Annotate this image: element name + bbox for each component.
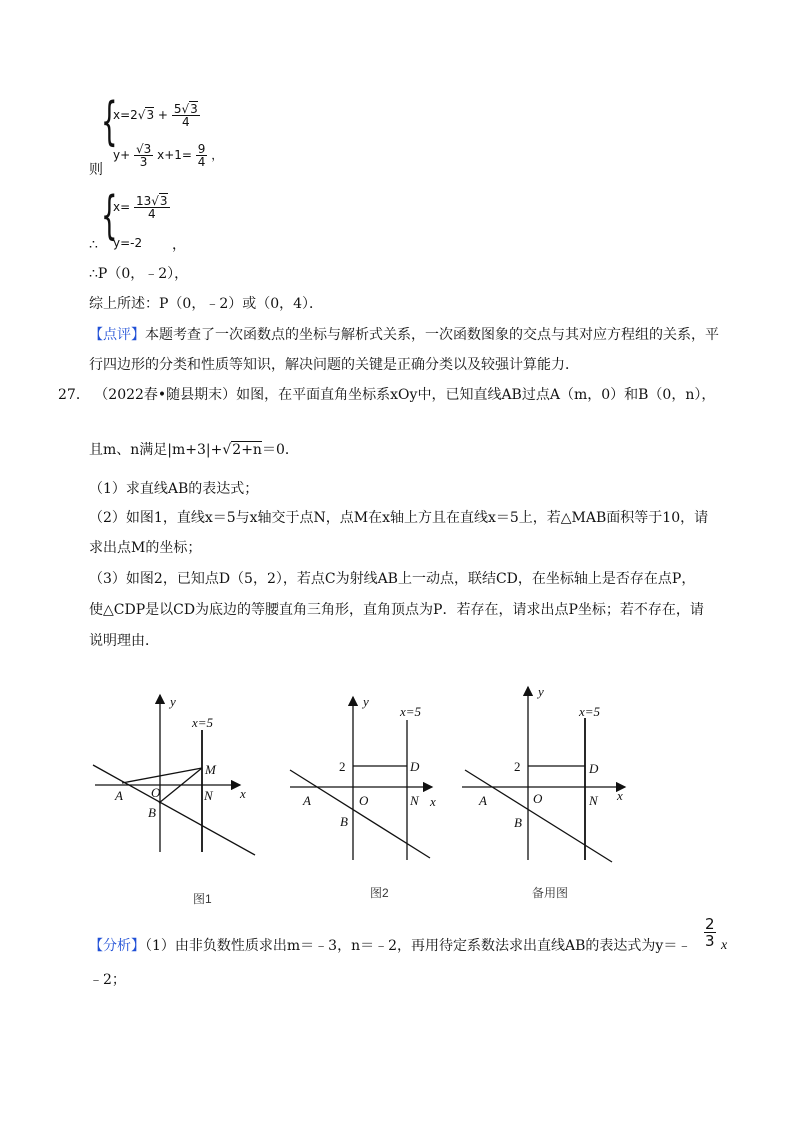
fig3-label-x5: x=5 <box>579 704 601 719</box>
line-p: ∴P（0，﹣2）， <box>89 266 189 282</box>
fig1-segment-am <box>122 768 202 783</box>
eq2-rhs-fraction: $\frac{9}{4}$ <box>197 142 206 169</box>
analysis-line-2: ﹣2； <box>89 972 126 988</box>
fig3-label-a: A <box>479 793 487 808</box>
fig1-line-ab <box>93 765 255 855</box>
fig2-label-n: N <box>410 793 419 808</box>
system1-eq2 <box>113 143 223 168</box>
eq1-fraction: $\frac{5√3}{4}$ <box>173 102 198 129</box>
fig2-label-o: O <box>359 793 369 808</box>
analysis-fraction: 2 3 <box>705 915 715 950</box>
problem-number: 27． <box>58 387 90 403</box>
question-3b: 使△CDP是以CD为底边的等腰直角三角形，直角顶点为P．若存在，请求出点P坐标；若不存在，请 <box>89 602 704 618</box>
fig3-label-x: x <box>617 788 623 803</box>
fig2-line-ab <box>290 770 430 858</box>
fig3-label-b: B <box>514 815 522 830</box>
summary-line: 综上所述：P（0，﹣2）或（0，4）． <box>89 296 324 312</box>
sqrt-expression: 2+n <box>232 442 262 458</box>
fig1-label-x5: x=5 <box>192 715 214 730</box>
fig2-label-2: 2 <box>339 759 346 774</box>
fig1-caption: 图1 <box>193 892 212 906</box>
review-line-1: 【点评】本题考查了一次函数点的坐标与解析式关系，一次函数图象的交点与其对应方程组的关系，平 <box>89 327 719 343</box>
problem-line-2: 且m、n满足|m+3|+√2+n＝0． <box>89 442 299 458</box>
fig1-segment-bm <box>159 768 202 803</box>
fig3-label-y: y <box>538 684 544 699</box>
fig2-label-d: D <box>410 759 420 774</box>
question-1: （1）求直线AB的表达式； <box>89 481 259 497</box>
fig2-label-x5: x=5 <box>400 704 422 719</box>
fig2-caption: 图2 <box>370 886 389 900</box>
eq1-root: 3 <box>146 108 155 122</box>
fig1-label-y: y <box>170 694 176 709</box>
fig3-caption: 备用图 <box>532 886 569 900</box>
analysis-tail: x <box>721 938 728 953</box>
fig1-label-o: O <box>151 785 161 800</box>
fig3-label-2: 2 <box>514 759 521 774</box>
fig2-label-y: y <box>363 694 369 709</box>
fig3-label-n: N <box>589 793 598 808</box>
fig1-label-n: N <box>204 788 213 803</box>
fig1-labels <box>114 694 246 820</box>
system2-eq1: x= $\frac{13√3}{4}$ <box>113 194 168 221</box>
brace-2: { <box>101 186 118 246</box>
review-tag: 【点评】 <box>89 327 145 343</box>
analysis-tag: 【分析】 <box>89 938 145 954</box>
question-3c: 说明理由． <box>89 633 159 649</box>
fig3-line-ab <box>465 770 612 862</box>
eq1-lhs: x=2 <box>113 108 138 122</box>
fig3-label-o: O <box>533 791 543 806</box>
brace-1: { <box>101 92 118 152</box>
figure-1 <box>93 695 255 855</box>
fig2-label-x: x <box>430 794 436 809</box>
system1-eq1: x=2√3 + $\frac{5√3}{4}$ <box>113 102 198 129</box>
fig2-label-b: B <box>340 814 348 829</box>
fig2-labels <box>302 694 436 829</box>
figure-2 <box>290 697 432 860</box>
fig1-label-a: A <box>115 788 123 803</box>
system2-prefix: ∴ <box>89 237 98 253</box>
eq2-lhs: y+ <box>113 148 131 162</box>
review-line-2: 行四边形的分类和性质等知识，解决问题的关键是正确分类以及较强计算能力． <box>89 357 579 373</box>
fig1-label-b: B <box>148 805 156 820</box>
eq2-fraction: $\frac{√3}{3}$ <box>135 142 152 169</box>
question-3a: （3）如图2，已知点D（5，2），若点C为射线AB上一动点，联结CD，在坐标轴上是否存在点P， <box>89 571 696 587</box>
system1-suffix: ， <box>211 148 224 162</box>
question-2b: 求出点M的坐标； <box>89 540 202 556</box>
fig1-label-m: M <box>205 762 216 777</box>
system1-prefix: 则 <box>89 162 103 178</box>
problem-line-1: 27． （2022春•随县期末）如图，在平面直角坐标系xOy中，已知直线AB过点A（m，0）和B（0，n）， <box>58 387 716 403</box>
system2-suffix: ， <box>172 237 186 253</box>
question-2a: （2）如图1，直线x＝5与x轴交于点N，点M在x轴上方且在直线x＝5上，若△MAB面积等于10，请 <box>89 510 709 526</box>
analysis-line-1: 【分析】（1）由非负数性质求出m＝﹣3，n＝﹣2，再用待定系数法求出直线AB的表达式为y＝﹣ <box>89 938 692 954</box>
figure-backup <box>462 687 625 862</box>
eq1-plus: + <box>157 108 168 122</box>
fig3-labels <box>478 684 623 830</box>
system2-eq2: y=-2 <box>113 236 143 250</box>
eq2-mid: x+1= <box>157 148 192 162</box>
fig2-label-a: A <box>303 793 311 808</box>
fig1-label-x: x <box>240 786 246 801</box>
fig3-label-d: D <box>589 761 599 776</box>
system2-fraction: $\frac{13√3}{4}$ <box>135 194 168 221</box>
